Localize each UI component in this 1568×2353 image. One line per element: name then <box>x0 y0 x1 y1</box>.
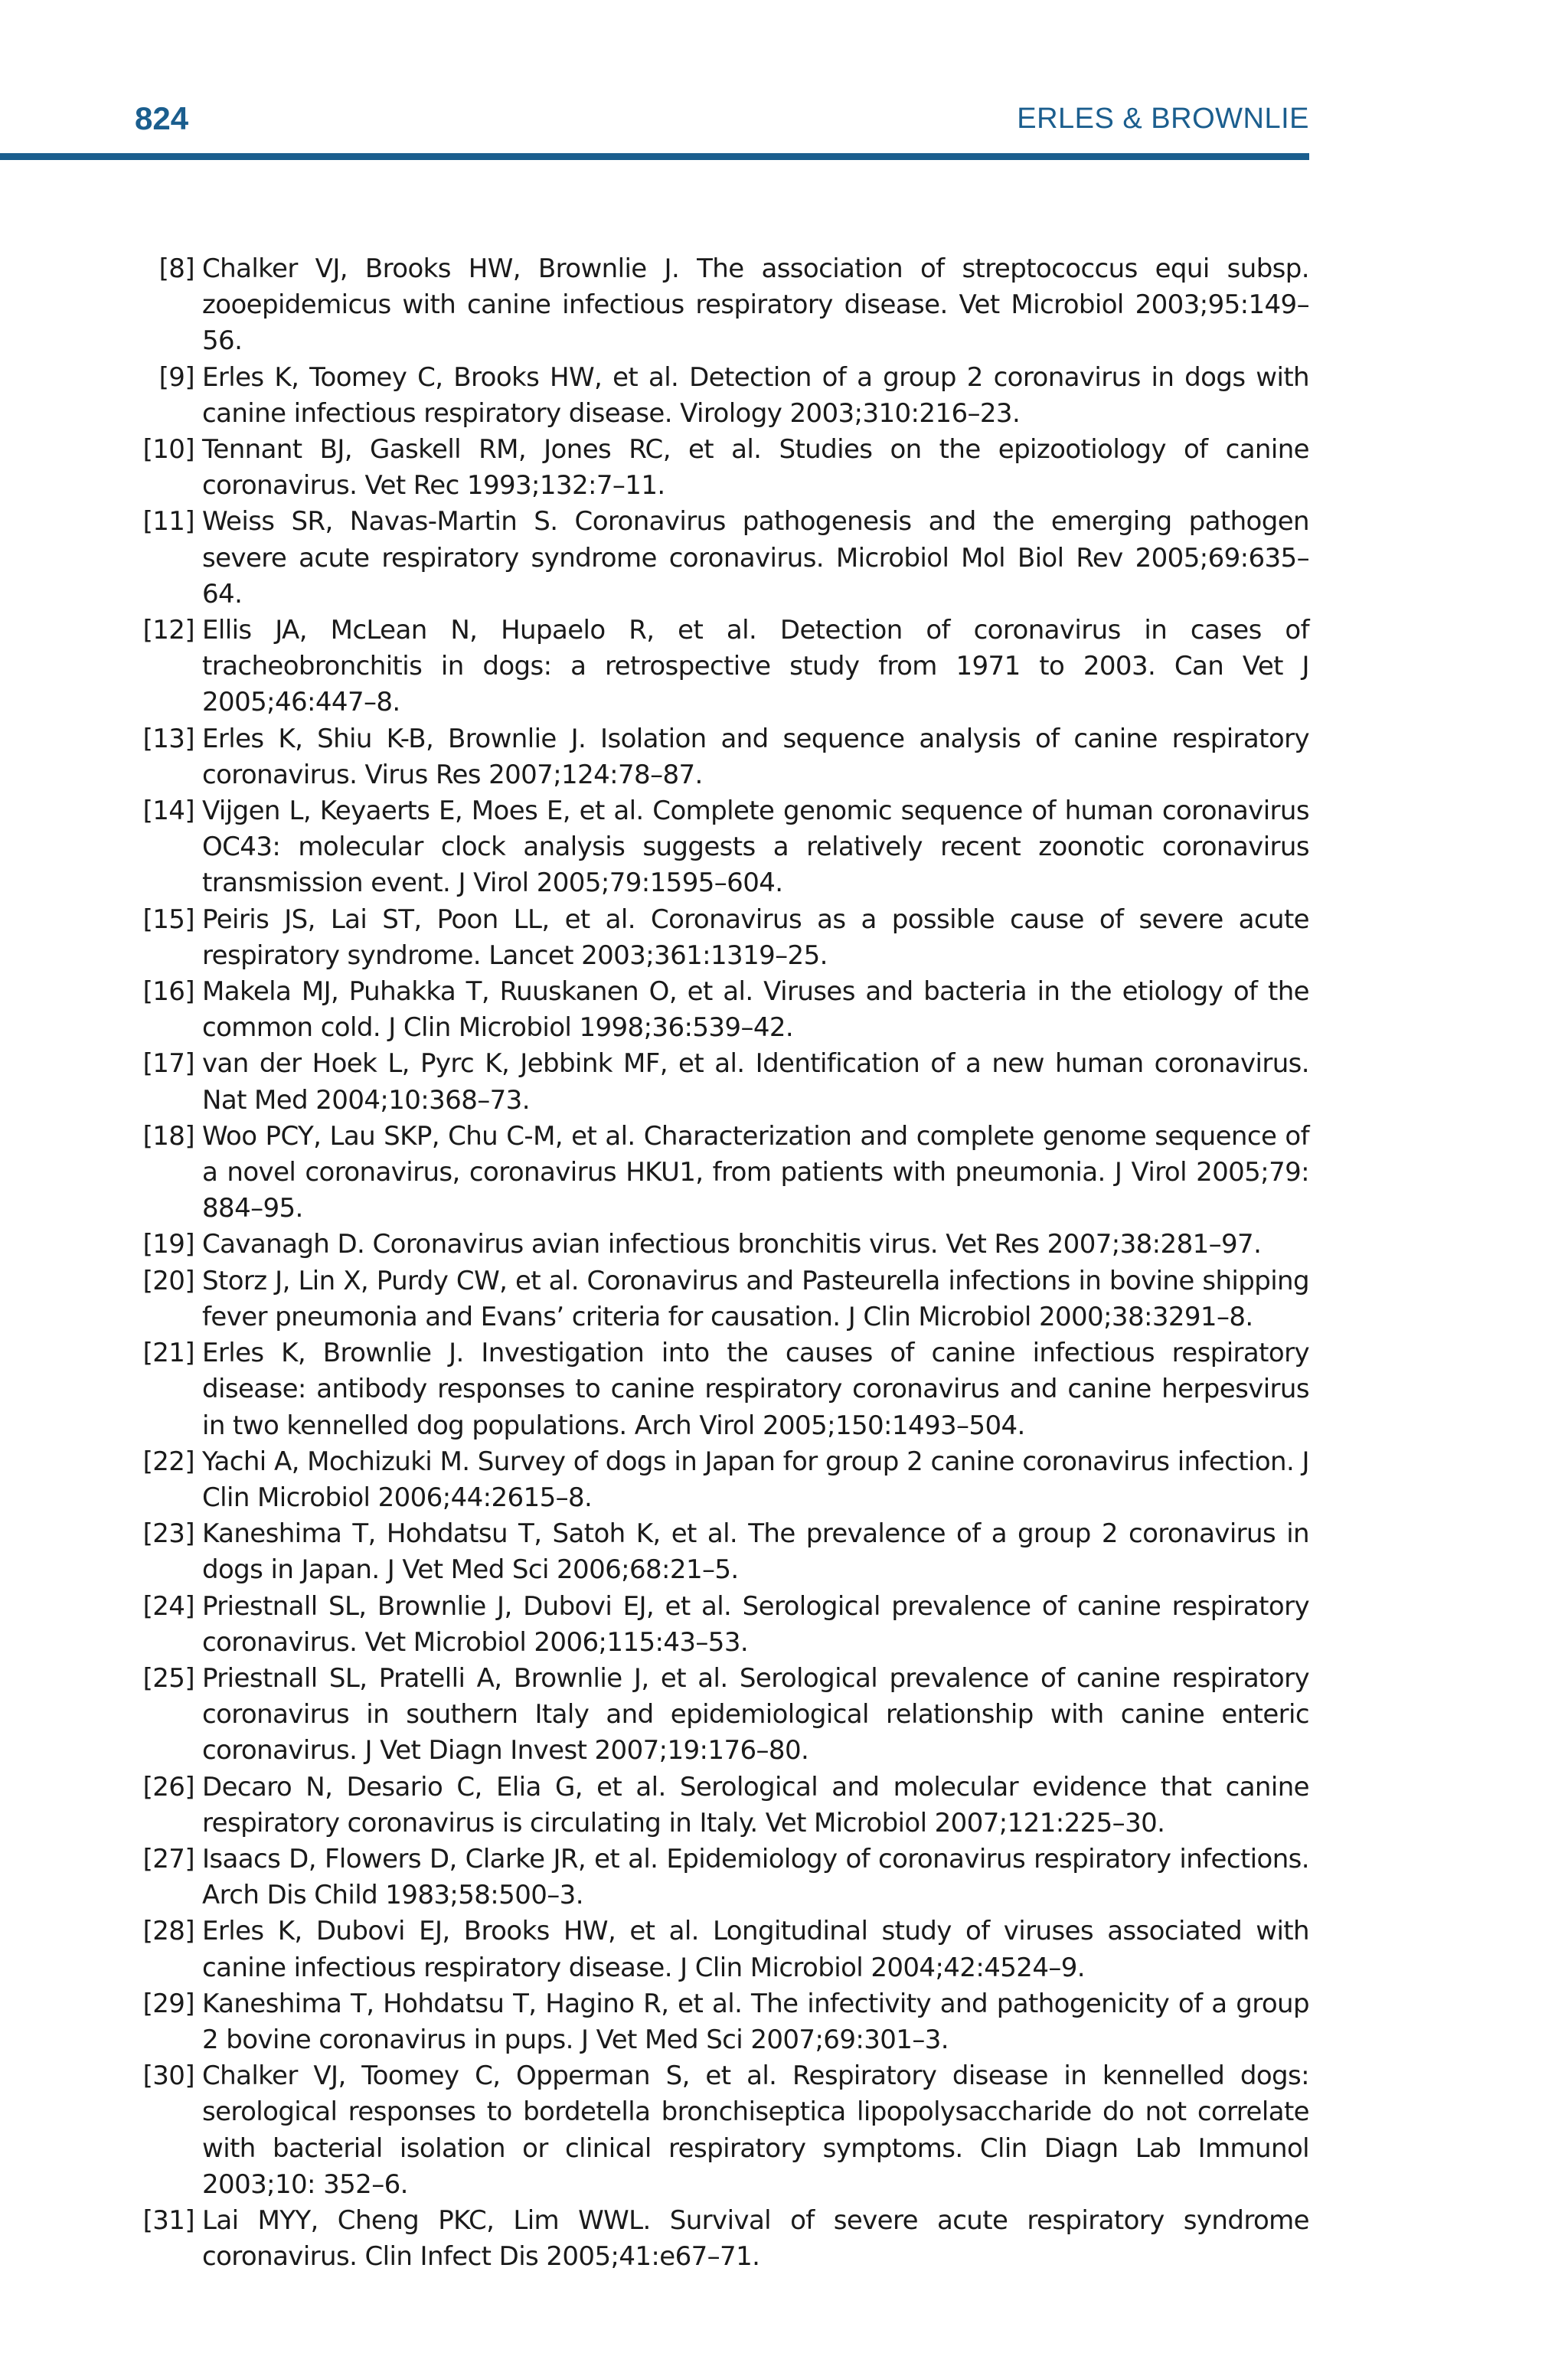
reference-text: Ellis JA, McLean N, Hupaelo R, et al. Detection of coronavirus in cases of tracheobronchitis in dogs: a retrospective study from 1971 to 2003. Can Vet J 2005;46:447–8. <box>202 615 1309 718</box>
reference-item <box>130 1444 1309 1516</box>
reference-text: Makela MJ, Puhakka T, Ruuskanen O, et al. Viruses and bacteria in the etiology of the common cold. J Clin Microbiol 1998;36:539–42. <box>202 976 1309 1044</box>
reference-number: [9] <box>158 361 194 393</box>
reference-number: [17] <box>142 1048 194 1080</box>
reference-number: [23] <box>142 1518 194 1550</box>
reference-text: Kaneshima T, Hohdatsu T, Satoh K, et al. The prevalence of a group 2 coronavirus in dogs in Japan. J Vet Med Sci 2006;68:21–5. <box>202 1518 1309 1586</box>
reference-text: Weiss SR, Navas-Martin S. Coronavirus pathogenesis and the emerging pathogen severe acute respiratory syndrome coronavirus. Microbiol Mol Biol Rev 2005;69:635–64. <box>202 506 1309 609</box>
reference-item <box>130 974 1309 1046</box>
reference-item <box>130 793 1309 902</box>
reference-text: van der Hoek L, Pyrc K, Jebbink MF, et al. Identification of a new human coronavirus. Nat Med 2004;10:368–73. <box>202 1048 1309 1116</box>
reference-text: Peiris JS, Lai ST, Poon LL, et al. Coronavirus as a possible cause of severe acute respiratory syndrome. Lancet 2003;361:1319–25. <box>202 904 1309 971</box>
reference-item <box>130 1770 1309 1842</box>
reference-item <box>130 902 1309 974</box>
reference-number: [29] <box>142 1988 194 2019</box>
reference-number: [22] <box>142 1446 194 1477</box>
reference-item <box>130 1661 1309 1770</box>
reference-text: Chalker VJ, Toomey C, Opperman S, et al. Respiratory disease in kennelled dogs: serological responses to bordetella bronchiseptica lipopolysaccharide do not correlate with bacterial isolation or clinical respiratory symptoms. Clin Diagn Lab Immunol 2003;10: 352–6. <box>202 2061 1309 2200</box>
reference-number: [26] <box>142 1771 194 1802</box>
page-header <box>0 0 1568 165</box>
reference-item <box>130 1842 1309 1913</box>
reference-text: Yachi A, Mochizuki M. Survey of dogs in Japan for group 2 canine coronavirus infection. J Clin Microbiol 2006;44:2615–8. <box>202 1446 1309 1513</box>
reference-item <box>130 432 1309 504</box>
reference-item <box>130 1227 1309 1263</box>
reference-list <box>130 251 1309 2275</box>
reference-item <box>130 1516 1309 1588</box>
reference-item <box>130 1119 1309 1227</box>
reference-text: Erles K, Brownlie J. Investigation into the causes of canine infectious respiratory disease: antibody responses to canine respiratory coronavirus and canine herpesvirus in two kennelled dog populations. Arch Virol 2005;150:1493–504. <box>202 1338 1309 1441</box>
reference-number: [19] <box>142 1229 194 1260</box>
reference-text: Priestnall SL, Pratelli A, Brownlie J, et al. Serological prevalence of canine respiratory coronavirus in southern Italy and epidemiological relationship with canine enteric coronavirus. J Vet Diagn Invest 2007;19:176–80. <box>202 1662 1309 1766</box>
reference-number: [8] <box>158 253 194 284</box>
reference-item <box>130 613 1309 721</box>
reference-number: [31] <box>142 2204 194 2236</box>
reference-number: [27] <box>142 1843 194 1874</box>
reference-item <box>130 1986 1309 2058</box>
reference-text: Erles K, Dubovi EJ, Brooks HW, et al. Longitudinal study of viruses associated with canine infectious respiratory disease. J Clin Microbiol 2004;42:4524–9. <box>202 1916 1309 1983</box>
reference-number: [25] <box>142 1662 194 1694</box>
reference-item <box>130 504 1309 613</box>
reference-item <box>130 251 1309 360</box>
reference-text: Decaro N, Desario C, Elia G, et al. Serological and molecular evidence that canine respiratory coronavirus is circulating in Italy. Vet Microbiol 2007;121:225–30. <box>202 1771 1309 1838</box>
reference-item <box>130 721 1309 793</box>
reference-text: Kaneshima T, Hohdatsu T, Hagino R, et al. The infectivity and pathogenicity of a group 2 bovine coronavirus in pups. J Vet Med Sci 2007;69:301–3. <box>202 1988 1309 2055</box>
reference-number: [11] <box>142 506 194 538</box>
reference-item <box>130 2203 1309 2275</box>
reference-number: [20] <box>142 1265 194 1296</box>
reference-number: [24] <box>142 1590 194 1622</box>
reference-text: Woo PCY, Lau SKP, Chu C-M, et al. Characterization and complete genome sequence of a novel coronavirus, coronavirus HKU1, from patients with pneumonia. J Virol 2005;79: 884–95. <box>202 1120 1309 1224</box>
reference-item <box>130 1263 1309 1335</box>
running-head: ERLES & BROWNLIE <box>1017 103 1309 135</box>
reference-number: [10] <box>142 434 194 466</box>
reference-text: Chalker VJ, Brooks HW, Brownlie J. The association of streptococcus equi subsp. zooepidemicus with canine infectious respiratory disease. Vet Microbiol 2003;95:149–56. <box>202 253 1309 357</box>
reference-item <box>130 1046 1309 1118</box>
reference-item <box>130 1589 1309 1661</box>
reference-text: Tennant BJ, Gaskell RM, Jones RC, et al. Studies on the epizootiology of canine coronavirus. Vet Rec 1993;132:7–11. <box>202 434 1309 502</box>
reference-number: [28] <box>142 1916 194 1947</box>
header-rule <box>0 153 1309 160</box>
reference-number: [15] <box>142 904 194 935</box>
reference-item <box>130 2058 1309 2203</box>
reference-number: [16] <box>142 976 194 1008</box>
reference-item <box>130 1335 1309 1444</box>
reference-text: Isaacs D, Flowers D, Clarke JR, et al. Epidemiology of coronavirus respiratory infections. Arch Dis Child 1983;58:500–3. <box>202 1843 1309 1911</box>
reference-text: Erles K, Shiu K-B, Brownlie J. Isolation and sequence analysis of canine respiratory coronavirus. Virus Res 2007;124:78–87. <box>202 723 1309 790</box>
reference-number: [13] <box>142 723 194 754</box>
reference-item <box>130 1913 1309 1985</box>
reference-text: Priestnall SL, Brownlie J, Dubovi EJ, et al. Serological prevalence of canine respiratory coronavirus. Vet Microbiol 2006;115:43–53. <box>202 1590 1309 1658</box>
reference-text: Cavanagh D. Coronavirus avian infectious bronchitis virus. Vet Res 2007;38:281–97. <box>202 1229 1262 1260</box>
reference-number: [12] <box>142 615 194 646</box>
reference-number: [21] <box>142 1338 194 1369</box>
page-number: 824 <box>135 100 189 136</box>
reference-item <box>130 360 1309 432</box>
reference-number: [30] <box>142 2061 194 2092</box>
reference-text: Vijgen L, Keyaerts E, Moes E, et al. Complete genomic sequence of human coronavirus OC43: molecular clock analysis suggests a relatively recent zoonotic coronavirus transmission event. J Virol 2005;79:1595–604. <box>202 796 1309 899</box>
reference-number: [18] <box>142 1120 194 1152</box>
reference-text: Storz J, Lin X, Purdy CW, et al. Coronavirus and Pasteurella infections in bovine shipping fever pneumonia and Evans’ criteria for causation. J Clin Microbiol 2000;38:3291–8. <box>202 1265 1309 1332</box>
reference-text: Erles K, Toomey C, Brooks HW, et al. Detection of a group 2 coronavirus in dogs with canine infectious respiratory disease. Virology 2003;310:216–23. <box>202 361 1309 429</box>
reference-text: Lai MYY, Cheng PKC, Lim WWL. Survival of severe acute respiratory syndrome coronavirus. Clin Infect Dis 2005;41:e67–71. <box>202 2204 1309 2273</box>
reference-number: [14] <box>142 796 194 827</box>
